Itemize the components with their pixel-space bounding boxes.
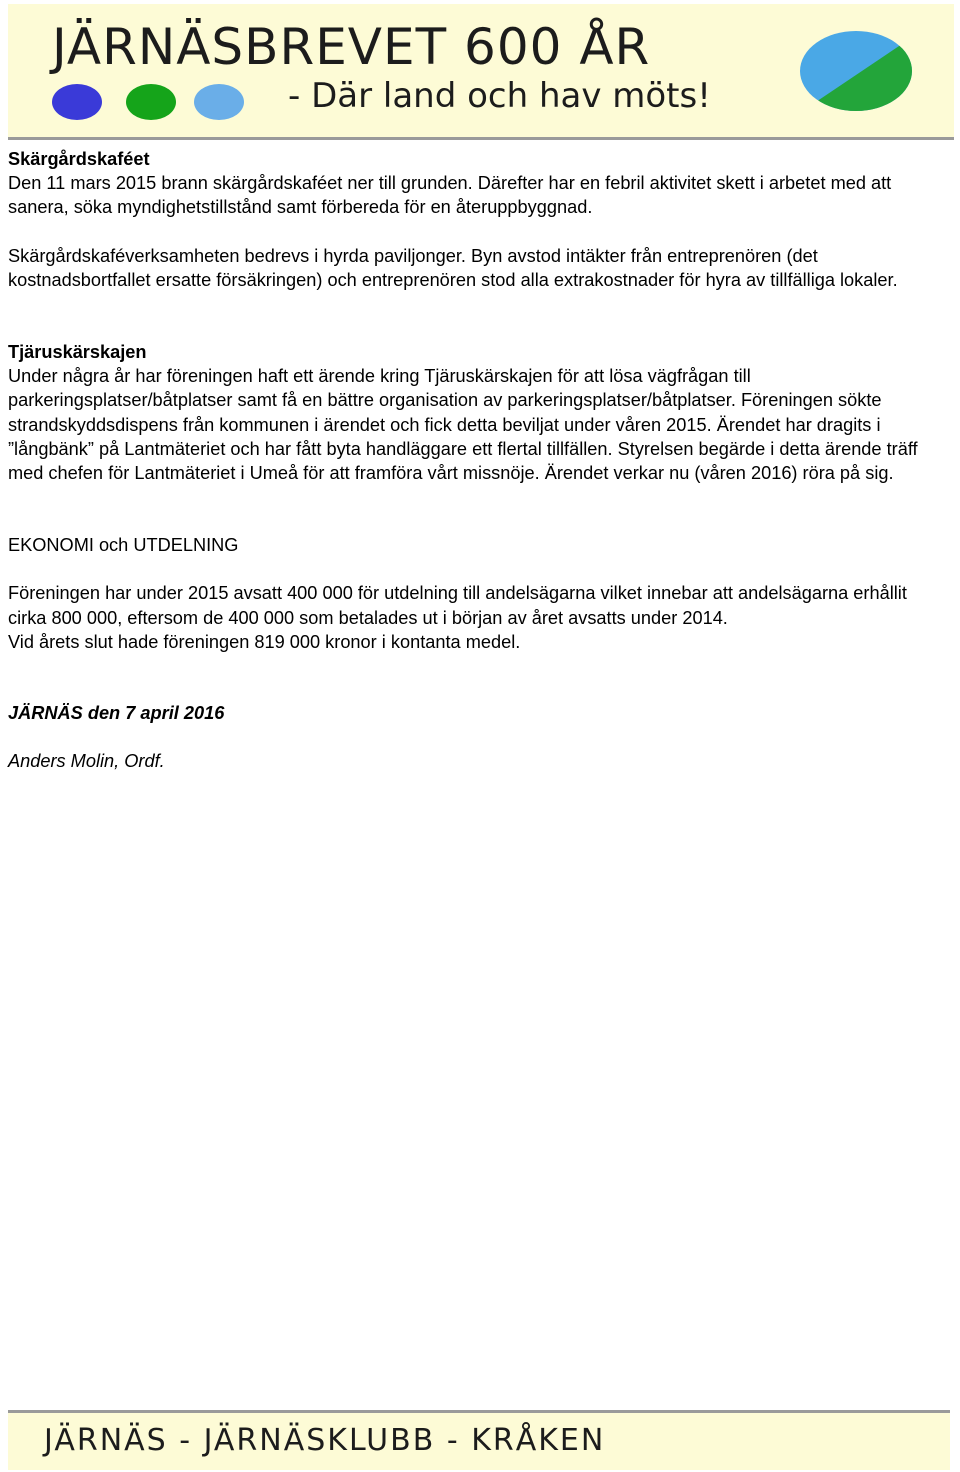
green-dot-icon xyxy=(126,84,176,120)
letter-body xyxy=(8,147,943,773)
section-heading-cafe: Skärgårdskaféet xyxy=(8,149,150,169)
cafe-paragraph-2: Skärgårdskaféverksamheten bedrevs i hyrda paviljonger. Byn avstod intäkter från entreprenören (det kostnadsbortfallet ersatte försäkringen) och entreprenören stod alla extrakostnader för hyra av tillfälliga lokaler. xyxy=(8,245,898,290)
banner-title: JÄRNÄSBREVET 600 ÅR xyxy=(52,18,651,76)
footer-text: JÄRNÄS - JÄRNÄSKLUBB - KRÅKEN xyxy=(44,1423,606,1458)
economy-paragraph-1: Föreningen har under 2015 avsatt 400 000 för utdelning till andelsägarna vilket innebar att andelsägarna erhållit cirka 800 000, eftersom de 400 000 som betalades ut i början av året avsatts under 2014. xyxy=(8,583,907,628)
quay-paragraph-1: Under några år har föreningen haft ett ärende kring Tjäruskärskajen för att lösa vägfrågan till parkeringsplatser/båtplatser samt få en bättre organisation av parkeringsplatser/båtplatser. Föreningen sökte strandskyddsdispens från kommunen i ärendet och fick detta beviljat under våren 2015. Ärendet har dragits i ”långbänk” på Lantmäteriet och har fått byta handläggare ett flertal tillfällen. Styrelsen begärde i detta ärende träff med chefen för Lantmäteriet i Umeå för att framföra vårt missnöje. Ärendet verkar nu (våren 2016) röra på sig. xyxy=(8,366,918,484)
blue-dot-icon xyxy=(52,84,102,120)
section-heading-quay: Tjäruskärskajen xyxy=(8,342,147,363)
economy-paragraph-2: Vid årets slut hade föreningen 819 000 kronor i kontanta medel. xyxy=(8,631,521,652)
banner-subtitle: - Där land och hav möts! xyxy=(288,76,711,116)
cafe-paragraph-1: Den 11 mars 2015 brann skärgårdskaféet ner till grunden. Därefter har en febril aktivitet skett i arbetet med att sanera, söka myndighetstillstånd samt förbereda för en återuppbyggnad. xyxy=(8,173,892,218)
light-blue-dot-icon xyxy=(194,84,244,120)
globe-logo-icon xyxy=(798,28,914,114)
header-banner xyxy=(8,4,954,140)
section-heading-economy: EKONOMI och UTDELNING xyxy=(8,535,239,556)
signature-name: Anders Molin, Ordf. xyxy=(8,751,165,772)
footer-banner xyxy=(8,1410,950,1470)
signature-place-date: JÄRNÄS den 7 april 2016 xyxy=(8,703,225,724)
